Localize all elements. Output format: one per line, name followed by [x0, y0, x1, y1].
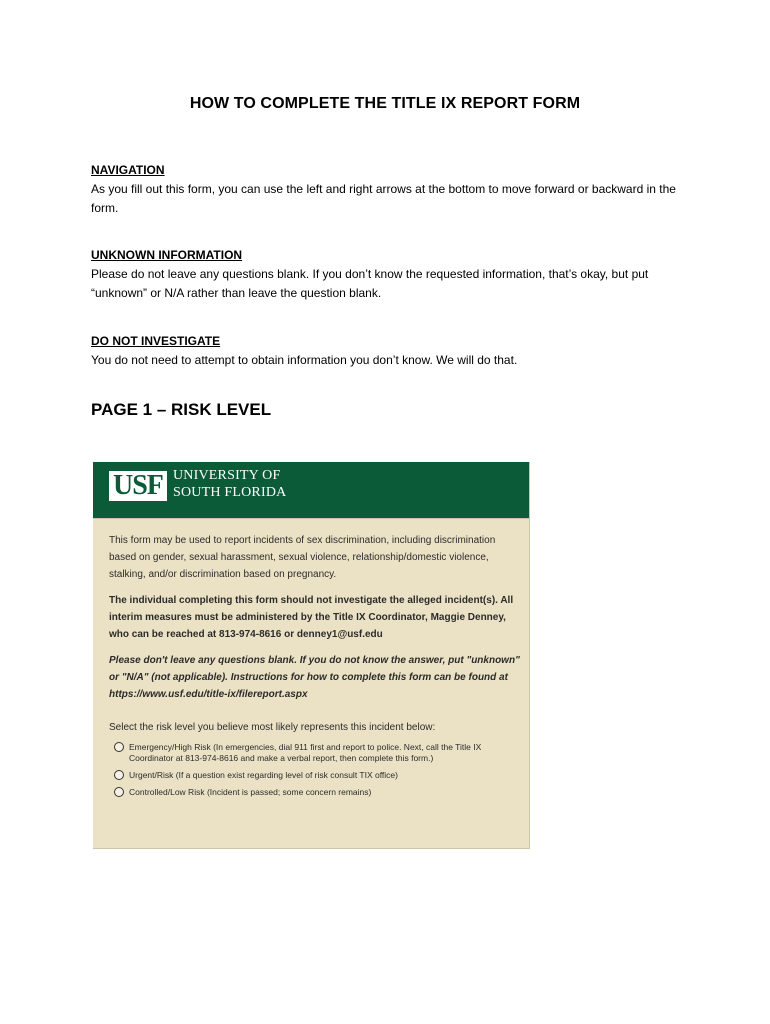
university-name — [173, 467, 286, 501]
section-navigation — [91, 161, 691, 218]
document-title: HOW TO COMPLETE THE TITLE IX REPORT FORM — [189, 95, 581, 112]
page-heading: PAGE 1 – RISK LEVEL — [91, 400, 272, 419]
university-name-line2: SOUTH FLORIDA — [173, 485, 287, 500]
risk-option-label: Emergency/High Risk (In emergencies, dial 911 first and report to police. Next, call the Title IX Coordinator at 813-974-8616 and make a verbal report, then complete this form.) — [129, 742, 482, 763]
section-heading: UNKNOWN INFORMATION — [91, 248, 243, 262]
section-heading: DO NOT INVESTIGATE — [91, 334, 221, 348]
form-instructions: Please don't leave any questions blank. If you do not know the answer, put "unknown" or "N/A" (not applicable). Instructions for how to complete this form can be found at https://www.usf.edu/title-ix/filereport.aspx — [109, 655, 520, 700]
section-body: As you fill out this form, you can use the left and right arrows at the bottom to move forward or backward in the form. — [91, 182, 676, 215]
form-warning: The individual completing this form should not investigate the alleged incident(s). All interim measures must be administered by the Title IX Coordinator, Maggie Denney, who can be reached at 813-974-8616 or denney1@usf.edu — [109, 595, 514, 640]
form-header — [93, 462, 529, 519]
radio-icon — [114, 787, 124, 797]
section-do-not-investigate — [91, 332, 691, 370]
form-screenshot — [93, 462, 530, 849]
risk-prompt: Select the risk level you believe most likely represents this incident below: — [109, 722, 436, 733]
risk-option-controlled — [109, 787, 521, 798]
section-heading: NAVIGATION — [91, 163, 165, 177]
form-body — [109, 532, 521, 804]
risk-option-urgent — [109, 770, 521, 781]
risk-option-emergency — [109, 742, 521, 764]
university-name-line1: UNIVERSITY OF — [173, 468, 281, 483]
section-unknown-information — [91, 246, 691, 303]
form-intro: This form may be used to report incidents of sex discrimination, including discrimination based on gender, sexual harassment, sexual violence, relationship/domestic violence, stalking, and/or discrimination based on pregnancy. — [109, 535, 496, 580]
risk-option-label: Controlled/Low Risk (Incident is passed; some concern remains) — [129, 787, 372, 797]
usf-logo: USF — [109, 471, 167, 501]
risk-option-label: Urgent/Risk (If a question exist regarding level of risk consult TIX office) — [129, 770, 398, 780]
section-body: Please do not leave any questions blank. If you don’t know the requested information, that’s okay, but put “unknown” or N/A rather than leave the question blank. — [91, 267, 649, 300]
section-body: You do not need to attempt to obtain information you don’t know. We will do that. — [91, 353, 518, 367]
radio-icon — [114, 770, 124, 780]
radio-icon — [114, 742, 124, 752]
